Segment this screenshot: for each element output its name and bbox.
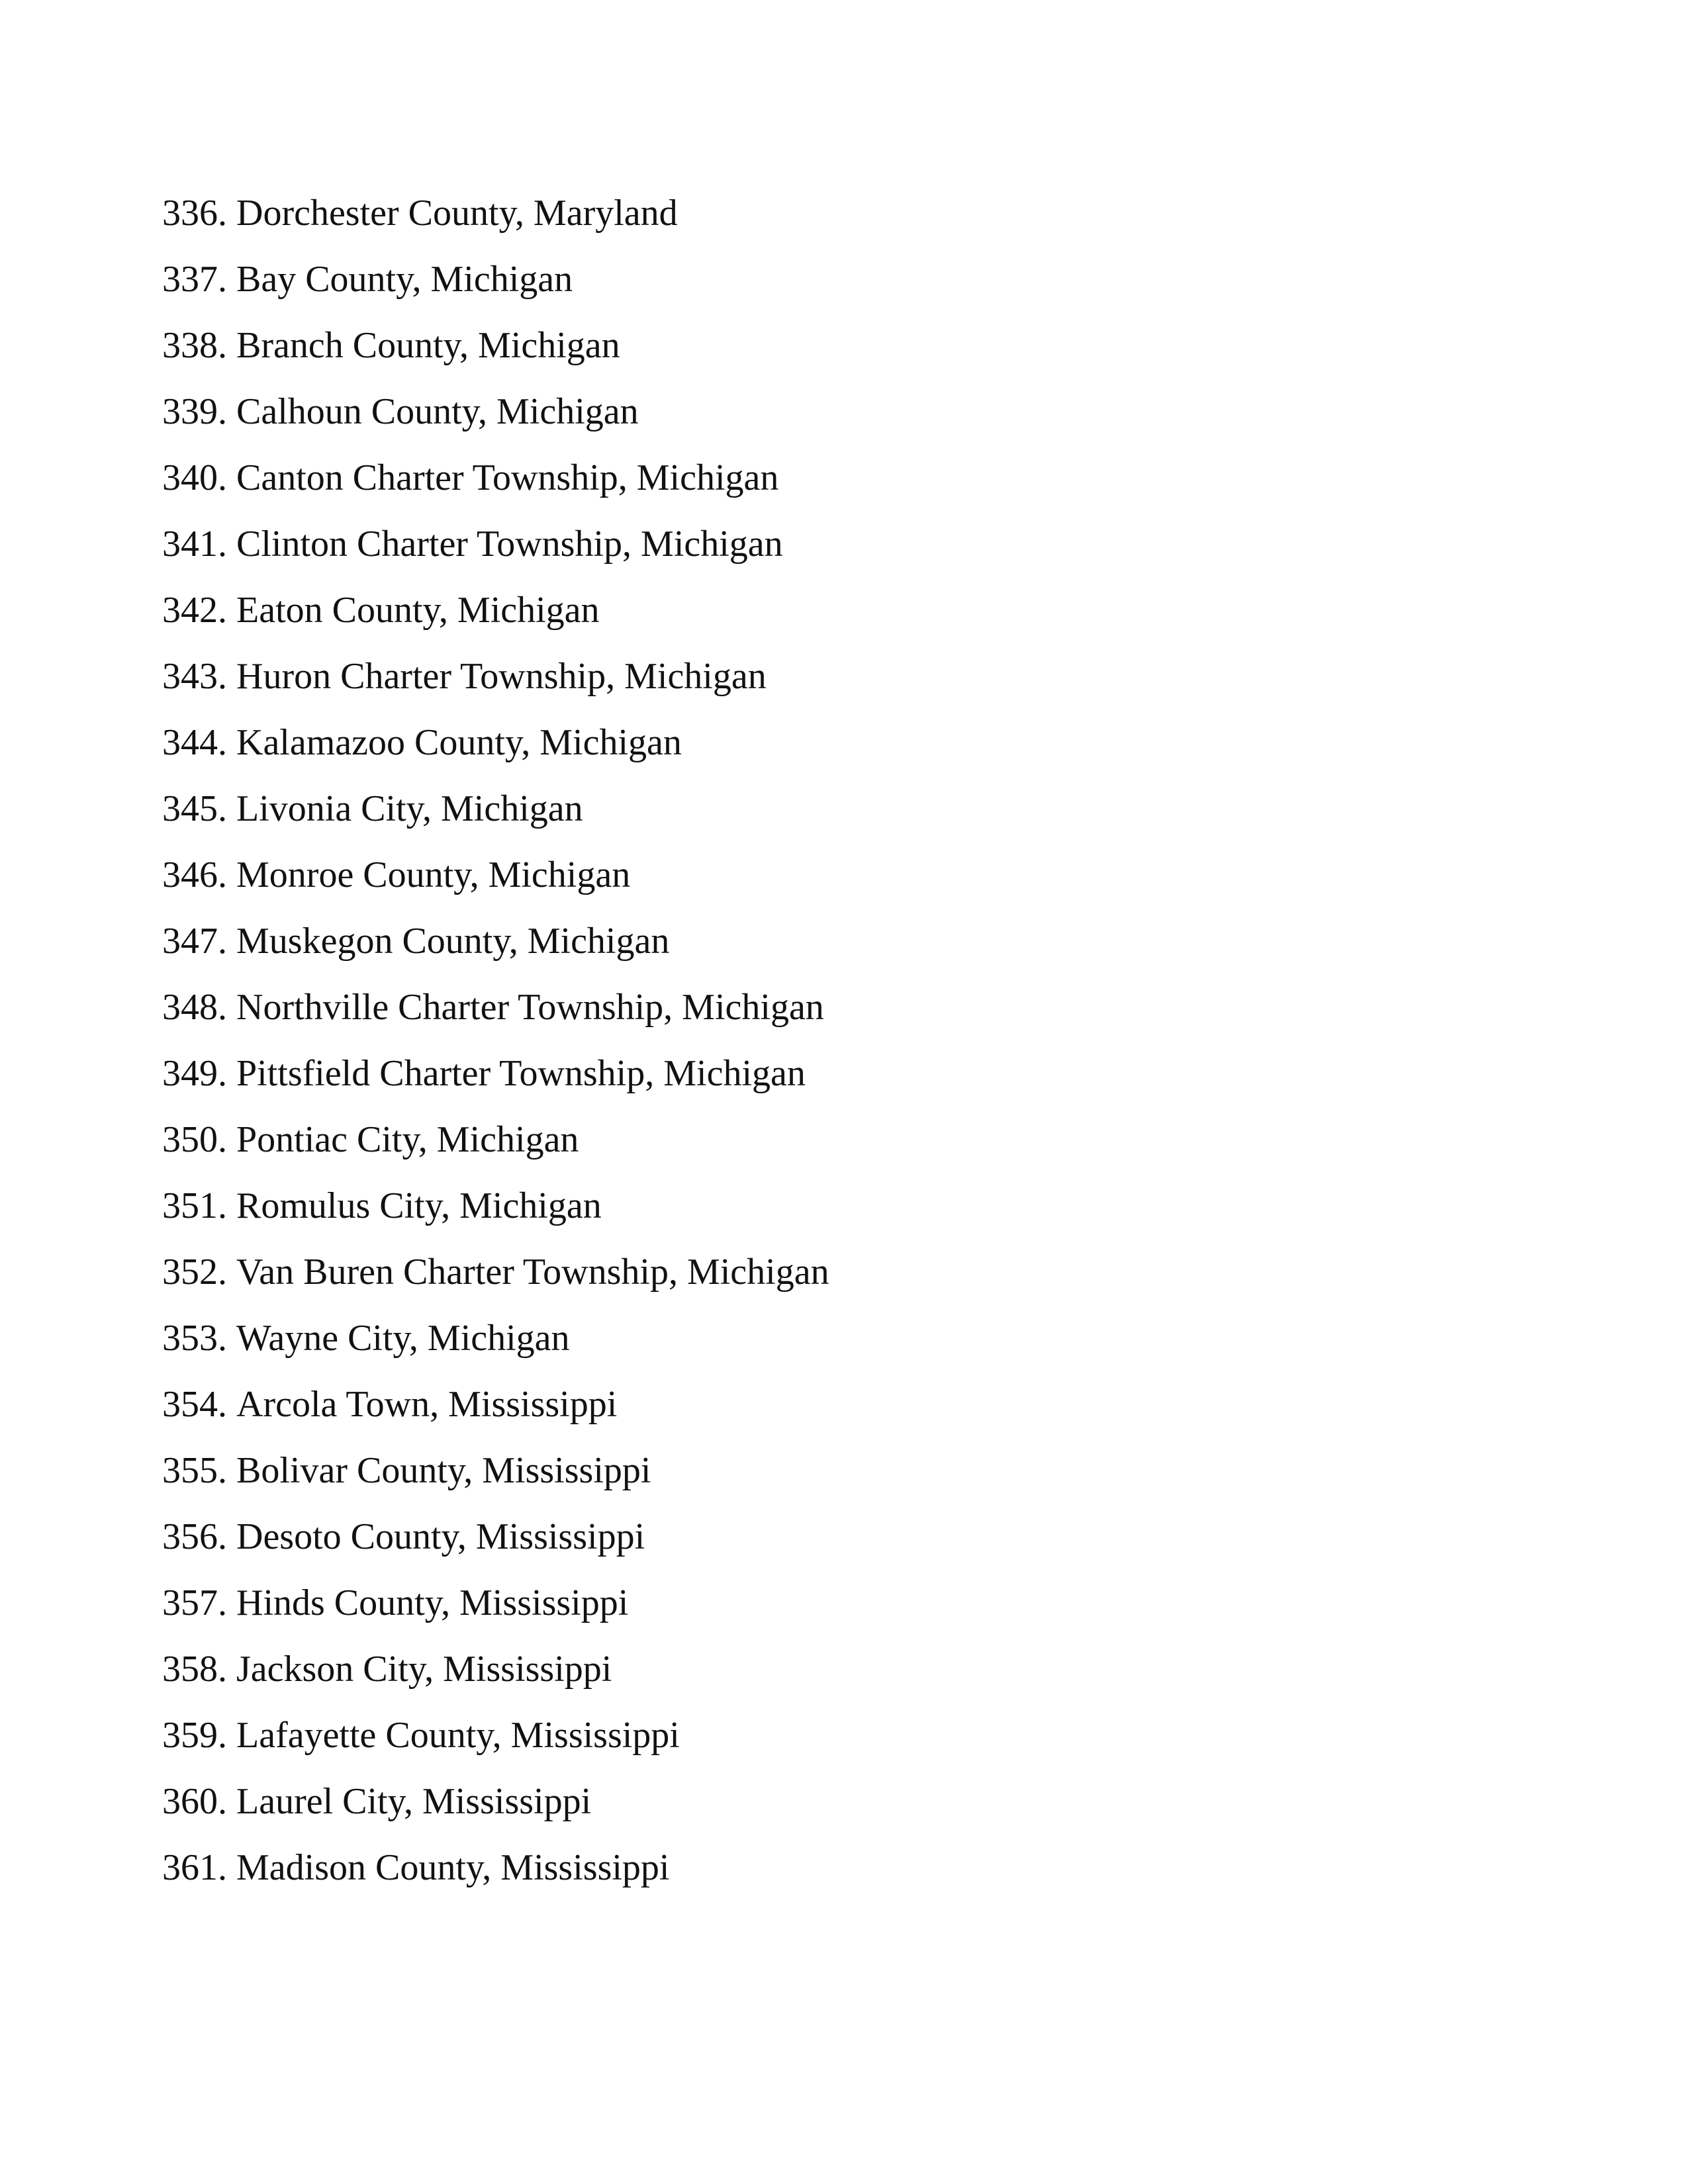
item-text: Monroe County, Michigan — [236, 854, 631, 895]
item-text: Livonia City, Michigan — [236, 788, 583, 829]
item-text: Calhoun County, Michigan — [236, 391, 639, 432]
item-number: 355. — [162, 1450, 227, 1491]
list-item — [162, 788, 829, 854]
item-number: 348. — [162, 987, 227, 1028]
item-number: 358. — [162, 1649, 227, 1690]
item-text: Branch County, Michigan — [236, 325, 620, 366]
list-item — [162, 1582, 829, 1648]
item-text: Dorchester County, Maryland — [236, 193, 678, 234]
item-number: 360. — [162, 1781, 227, 1822]
list-item — [162, 1251, 829, 1317]
item-text: Laurel City, Mississippi — [236, 1781, 592, 1822]
item-number: 340. — [162, 457, 227, 498]
list-item — [162, 1780, 829, 1846]
list-item — [162, 920, 829, 986]
list-item — [162, 1449, 829, 1516]
list-item — [162, 324, 829, 390]
item-number: 357. — [162, 1582, 227, 1623]
item-text: Bolivar County, Mississippi — [236, 1450, 651, 1491]
item-text: Wayne City, Michigan — [236, 1318, 570, 1359]
list-item — [162, 258, 829, 324]
list-item — [162, 390, 829, 457]
item-number: 345. — [162, 788, 227, 829]
item-number: 342. — [162, 590, 227, 631]
item-text: Clinton Charter Township, Michigan — [236, 523, 783, 565]
item-text: Northville Charter Township, Michigan — [236, 987, 824, 1028]
list-item — [162, 1185, 829, 1251]
item-number: 337. — [162, 259, 227, 300]
item-number: 353. — [162, 1318, 227, 1359]
item-number: 352. — [162, 1251, 227, 1293]
item-number: 356. — [162, 1516, 227, 1557]
item-number: 339. — [162, 391, 227, 432]
item-number: 341. — [162, 523, 227, 565]
list-item — [162, 192, 829, 258]
list-item — [162, 1846, 829, 1913]
item-number: 351. — [162, 1185, 227, 1226]
list-item — [162, 1648, 829, 1714]
item-text: Madison County, Mississippi — [236, 1847, 670, 1888]
item-text: Muskegon County, Michigan — [236, 921, 670, 962]
item-text: Eaton County, Michigan — [236, 590, 600, 631]
list-item — [162, 1052, 829, 1118]
item-text: Hinds County, Mississippi — [236, 1582, 629, 1623]
item-number: 347. — [162, 921, 227, 962]
item-text: Jackson City, Mississippi — [236, 1649, 612, 1690]
item-text: Desoto County, Mississippi — [236, 1516, 645, 1557]
item-number: 338. — [162, 325, 227, 366]
item-number: 350. — [162, 1119, 227, 1160]
item-text: Romulus City, Michigan — [236, 1185, 602, 1226]
item-number: 346. — [162, 854, 227, 895]
item-text: Huron Charter Township, Michigan — [236, 656, 767, 697]
item-text: Van Buren Charter Township, Michigan — [236, 1251, 829, 1293]
item-text: Kalamazoo County, Michigan — [236, 722, 682, 763]
list-item — [162, 1516, 829, 1582]
jurisdiction-list — [162, 192, 829, 1913]
list-item — [162, 1714, 829, 1780]
list-item — [162, 655, 829, 721]
list-item — [162, 721, 829, 788]
item-number: 336. — [162, 193, 227, 234]
item-number: 359. — [162, 1715, 227, 1756]
item-number: 343. — [162, 656, 227, 697]
item-number: 349. — [162, 1053, 227, 1094]
item-text: Bay County, Michigan — [236, 259, 573, 300]
item-text: Arcola Town, Mississippi — [236, 1384, 618, 1425]
item-text: Lafayette County, Mississippi — [236, 1715, 680, 1756]
list-item — [162, 986, 829, 1052]
list-item — [162, 457, 829, 523]
item-text: Pontiac City, Michigan — [236, 1119, 579, 1160]
item-text: Canton Charter Township, Michigan — [236, 457, 779, 498]
list-item — [162, 854, 829, 920]
list-item — [162, 1118, 829, 1185]
list-item — [162, 589, 829, 655]
item-number: 354. — [162, 1384, 227, 1425]
item-text: Pittsfield Charter Township, Michigan — [236, 1053, 806, 1094]
list-item — [162, 1317, 829, 1383]
item-number: 344. — [162, 722, 227, 763]
list-item — [162, 523, 829, 589]
item-number: 361. — [162, 1847, 227, 1888]
list-item — [162, 1383, 829, 1449]
